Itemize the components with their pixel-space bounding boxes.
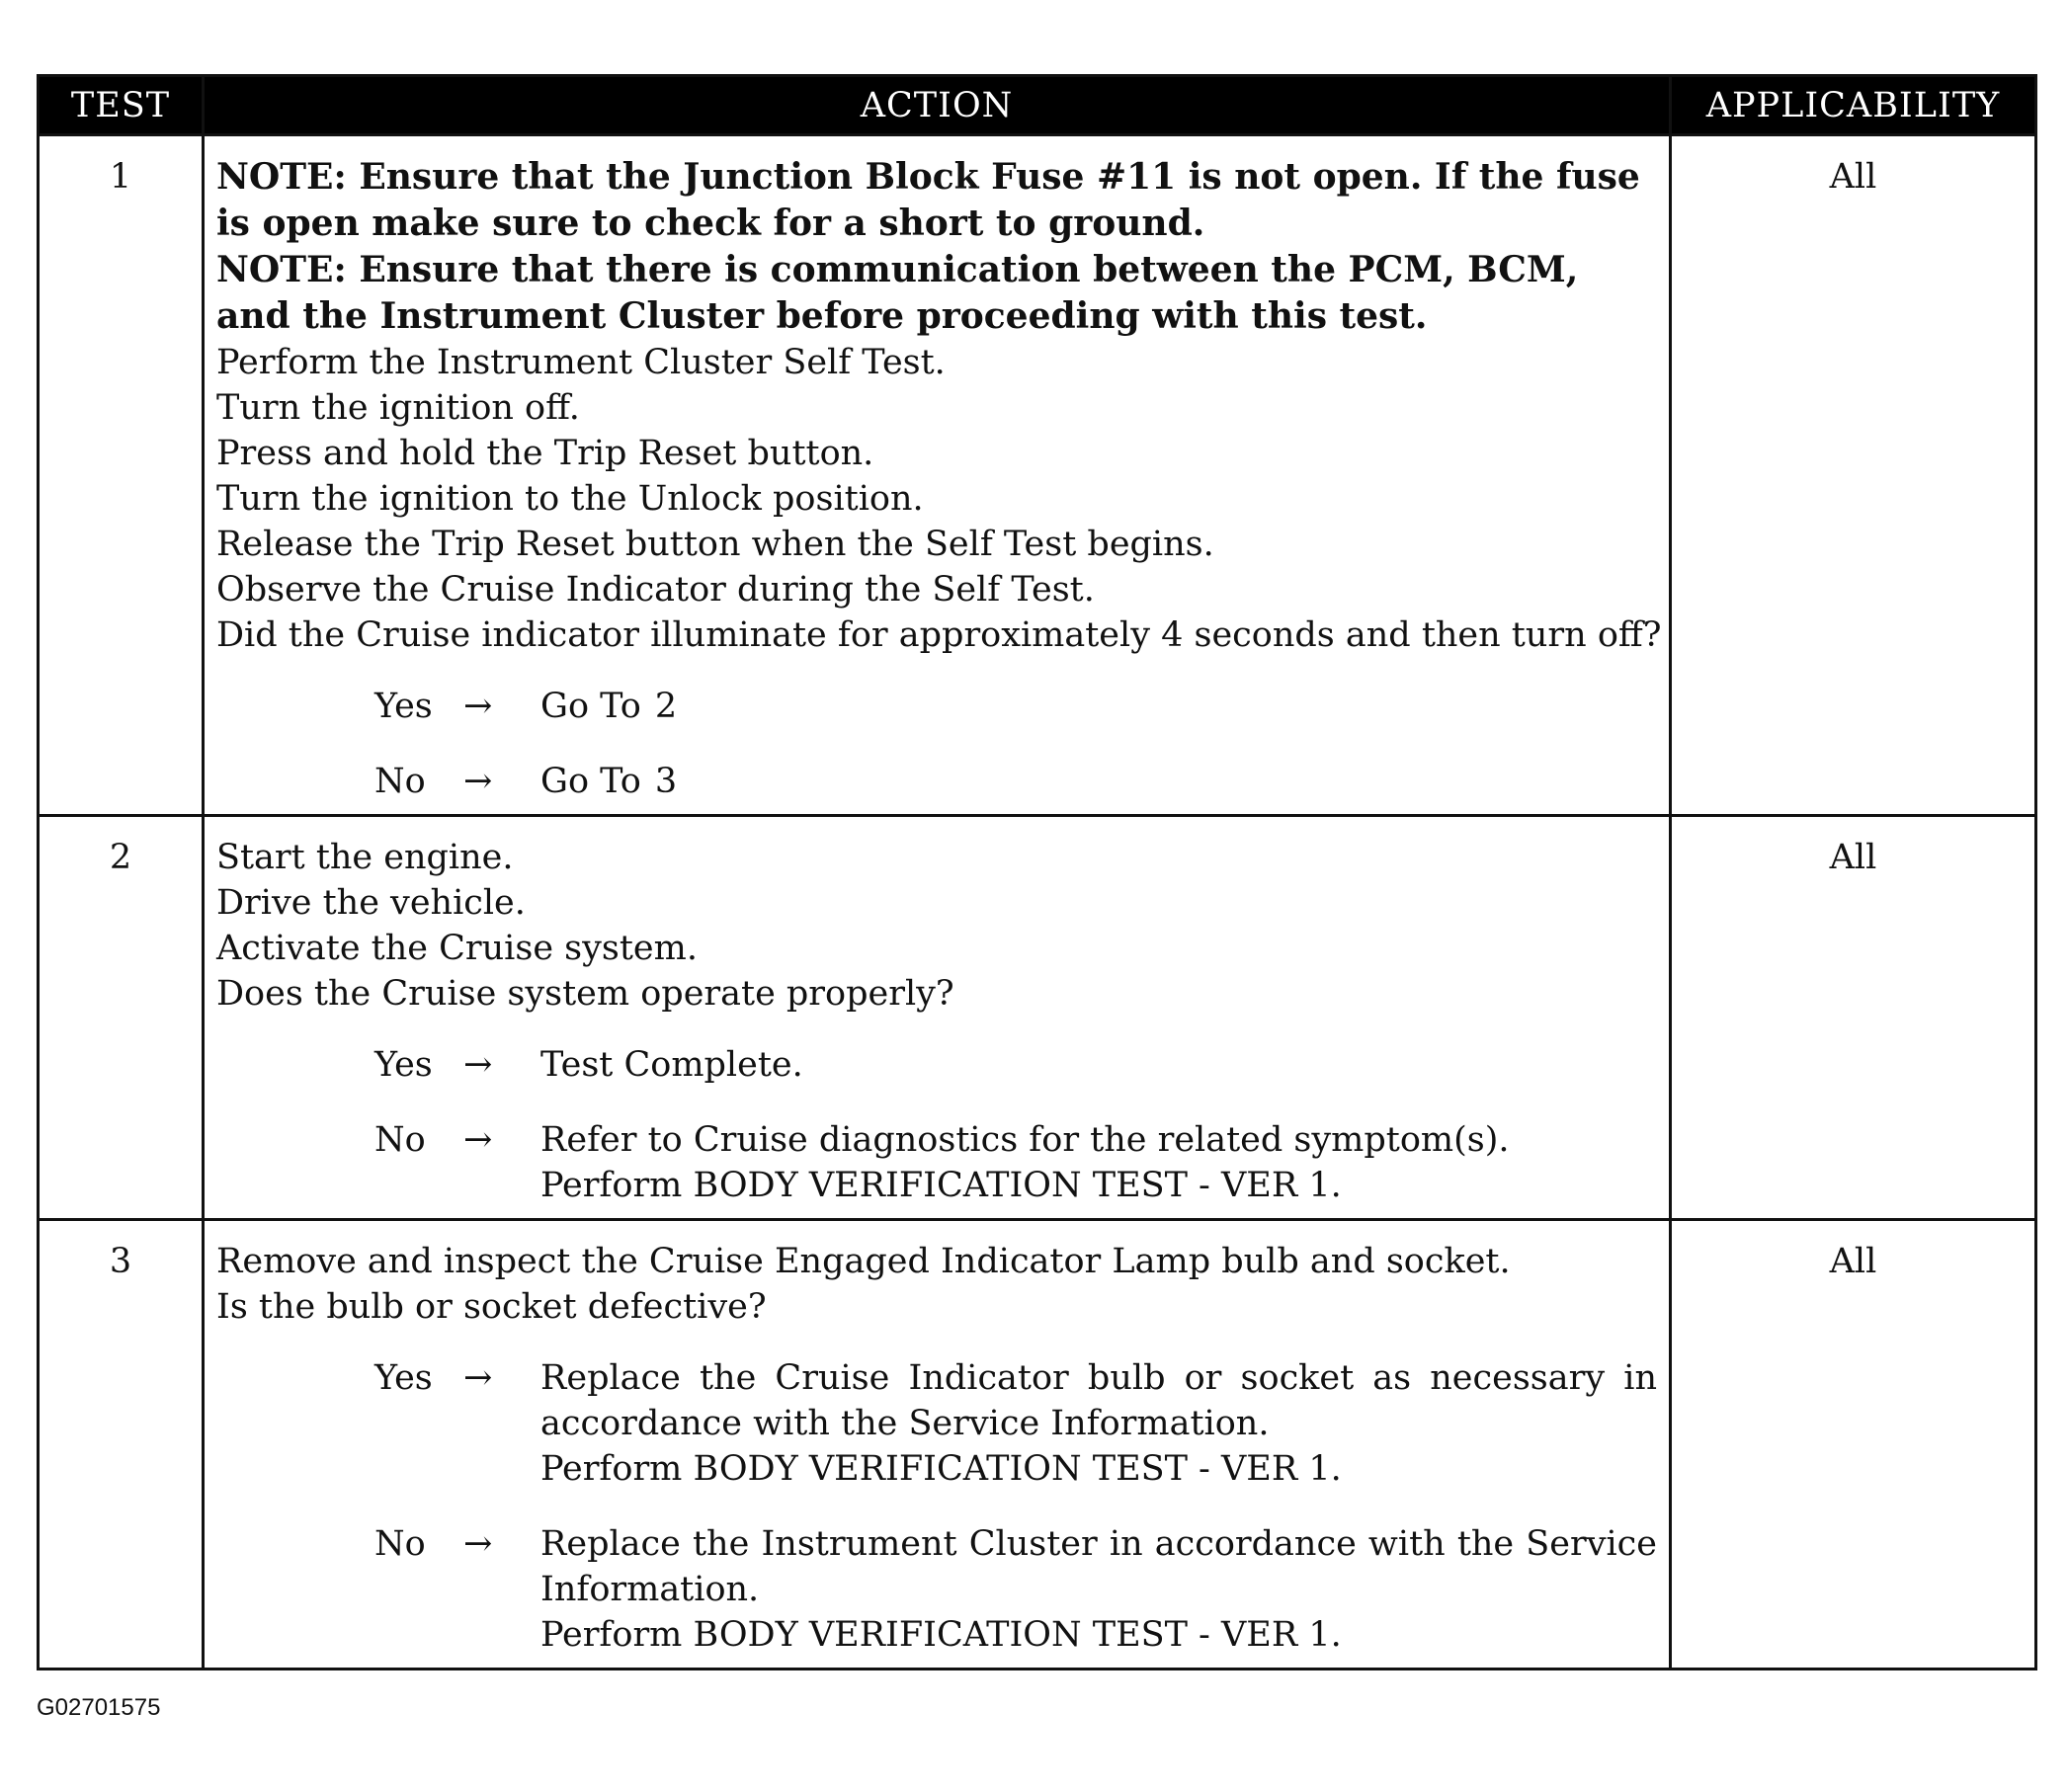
action-step: Drive the vehicle. [216, 883, 526, 923]
outcome-line: Perform BODY VERIFICATION TEST - VER 1. [540, 1449, 1342, 1489]
action-step: Turn the ignition to the Unlock position. [216, 479, 924, 519]
outcome-yes [216, 1042, 1657, 1088]
outcome-no [216, 1521, 1657, 1658]
arrow-right-icon: → [463, 762, 493, 801]
goto-label: Go To [540, 762, 641, 801]
table-row [39, 816, 2036, 1220]
outcome-line: Test Complete. [540, 1045, 803, 1085]
arrow-right-icon: → [463, 1120, 493, 1160]
figure-id: G02701575 [37, 1694, 161, 1721]
action-step: Remove and inspect the Cruise Engaged Indicator Lamp bulb and socket. [216, 1242, 1511, 1281]
action-step: Is the bulb or socket defective? [216, 1287, 767, 1327]
action-note: NOTE: Ensure that there is communication between the PCM, BCM, and the Instrument Cluster before proceeding with this test. [216, 249, 1579, 337]
outcome-list [216, 684, 1657, 804]
applicability-cell: All [1671, 1220, 2036, 1670]
outcome-line: Replace the Cruise Indicator bulb or socket as necessary in accordance with the Service Information. [540, 1358, 1657, 1443]
outcome-line: Replace the Instrument Cluster in accordance with the Service Information. [540, 1524, 1657, 1609]
action-cell [204, 135, 1671, 816]
table-row [39, 1220, 2036, 1670]
outcome-text [540, 684, 1657, 729]
outcome-text [540, 759, 1657, 804]
action-cell [204, 1220, 1671, 1670]
diagnostic-test-table [37, 74, 2037, 1670]
arrow-right-icon: → [463, 687, 493, 726]
action-step: Press and hold the Trip Reset button. [216, 434, 874, 473]
outcome-text [540, 1355, 1657, 1492]
action-step: Does the Cruise system operate properly? [216, 974, 954, 1014]
action-step: Observe the Cruise Indicator during the Self Test. [216, 570, 1095, 610]
table-row [39, 135, 2036, 816]
arrow-right-icon: → [463, 1045, 493, 1085]
outcome-text [540, 1521, 1657, 1658]
test-number: 1 [39, 135, 204, 816]
arrow-right-icon: → [463, 1358, 493, 1398]
outcome-list [216, 1355, 1657, 1658]
outcome-list [216, 1042, 1657, 1208]
goto-label: Go To [540, 687, 641, 726]
header-applicability: APPLICABILITY [1671, 76, 2036, 135]
action-step: Did the Cruise indicator illuminate for approximately 4 seconds and then turn off? [216, 615, 1662, 655]
outcome-yes [216, 1355, 1657, 1492]
goto-target[interactable]: 2 [654, 687, 678, 726]
outcome-line: Perform BODY VERIFICATION TEST - VER 1. [540, 1615, 1342, 1655]
outcome-yes [216, 684, 1657, 729]
outcome-text [540, 1117, 1657, 1208]
action-step: Perform the Instrument Cluster Self Test. [216, 343, 946, 382]
action-step: Start the engine. [216, 838, 514, 877]
test-number: 2 [39, 816, 204, 1220]
outcome-label: No [374, 762, 426, 801]
applicability-cell: All [1671, 816, 2036, 1220]
table-header-row [39, 76, 2036, 135]
applicability-cell: All [1671, 135, 2036, 816]
header-action: ACTION [204, 76, 1671, 135]
outcome-line: Perform BODY VERIFICATION TEST - VER 1. [540, 1166, 1342, 1205]
header-test: TEST [39, 76, 204, 135]
action-step: Release the Trip Reset button when the Self Test begins. [216, 525, 1214, 564]
action-step: Turn the ignition off. [216, 388, 580, 428]
action-note: NOTE: Ensure that the Junction Block Fuse #11 is not open. If the fuse is open make sure to check for a short to ground. [216, 156, 1640, 244]
goto-target[interactable]: 3 [654, 762, 678, 801]
outcome-line: Refer to Cruise diagnostics for the related symptom(s). [540, 1120, 1510, 1160]
outcome-label: No [374, 1120, 426, 1160]
outcome-no [216, 1117, 1657, 1208]
outcome-label: Yes [374, 1045, 433, 1085]
table-body [39, 135, 2036, 1670]
arrow-right-icon: → [463, 1524, 493, 1564]
outcome-text [540, 1042, 1657, 1088]
action-step: Activate the Cruise system. [216, 929, 698, 968]
test-number: 3 [39, 1220, 204, 1670]
outcome-label: Yes [374, 1358, 433, 1398]
action-cell [204, 816, 1671, 1220]
outcome-no [216, 759, 1657, 804]
outcome-label: Yes [374, 687, 433, 726]
outcome-label: No [374, 1524, 426, 1564]
